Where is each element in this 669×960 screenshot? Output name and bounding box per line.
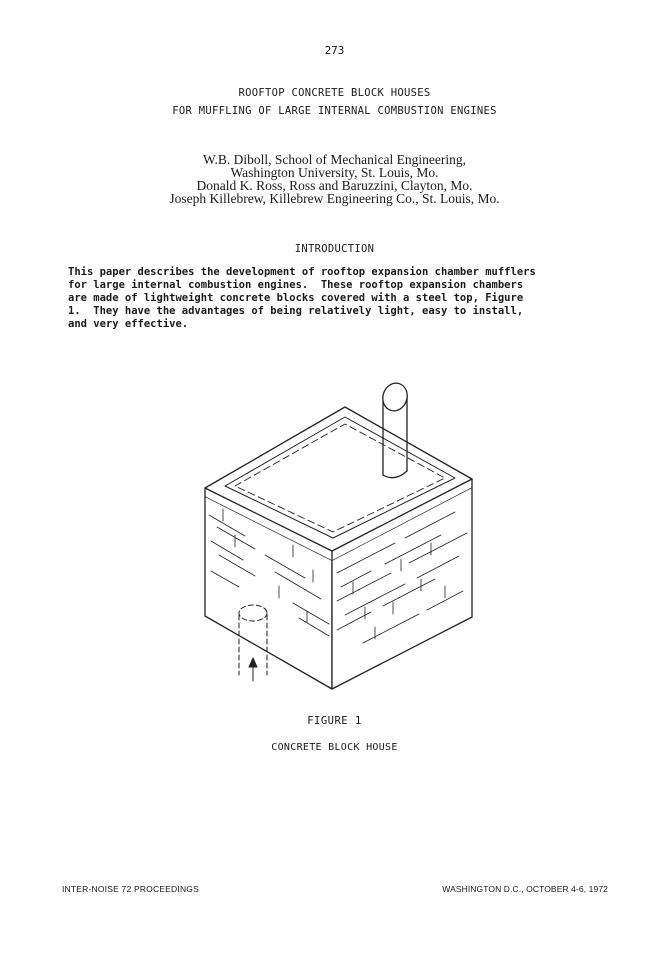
author-line: Washington University, St. Louis, Mo.: [230, 165, 439, 180]
paragraph-line: 1. They have the advantages of being relatively light, easy to install,: [68, 305, 524, 317]
paragraph-line: and very effective.: [68, 318, 189, 330]
figure-caption: CONCRETE BLOCK HOUSE: [271, 742, 398, 753]
author-line: Joseph Killebrew, Killebrew Engineering Co., St. Louis, Mo.: [169, 191, 500, 206]
author-line: Donald K. Ross, Ross and Baruzzini, Clayton, Mo.: [196, 178, 473, 193]
paper-title-line-2: FOR MUFFLING OF LARGE INTERNAL COMBUSTION ENGINES: [172, 105, 497, 117]
page-number: 273: [324, 44, 345, 57]
footer-proceedings: INTER-NOISE 72 PROCEEDINGS: [62, 884, 199, 894]
paper-title-line-1: ROOFTOP CONCRETE BLOCK HOUSES: [238, 87, 431, 99]
footer-conference: WASHINGTON D.C., OCTOBER 4-6, 1972: [442, 884, 608, 894]
author-line: W.B. Diboll, School of Mechanical Engineering,: [202, 152, 467, 167]
paragraph-line: for large internal combustion engines. These rooftop expansion chambers: [68, 279, 524, 291]
figure-label: FIGURE 1: [307, 715, 362, 727]
paragraph-line: This paper describes the development of rooftop expansion chamber mufflers: [68, 266, 536, 278]
paragraph-line: are made of lightweight concrete blocks covered with a steel top, Figure: [68, 292, 524, 304]
introduction-paragraph: [68, 266, 628, 331]
concrete-block-house-figure: [195, 375, 485, 695]
section-heading: INTRODUCTION: [294, 243, 375, 255]
